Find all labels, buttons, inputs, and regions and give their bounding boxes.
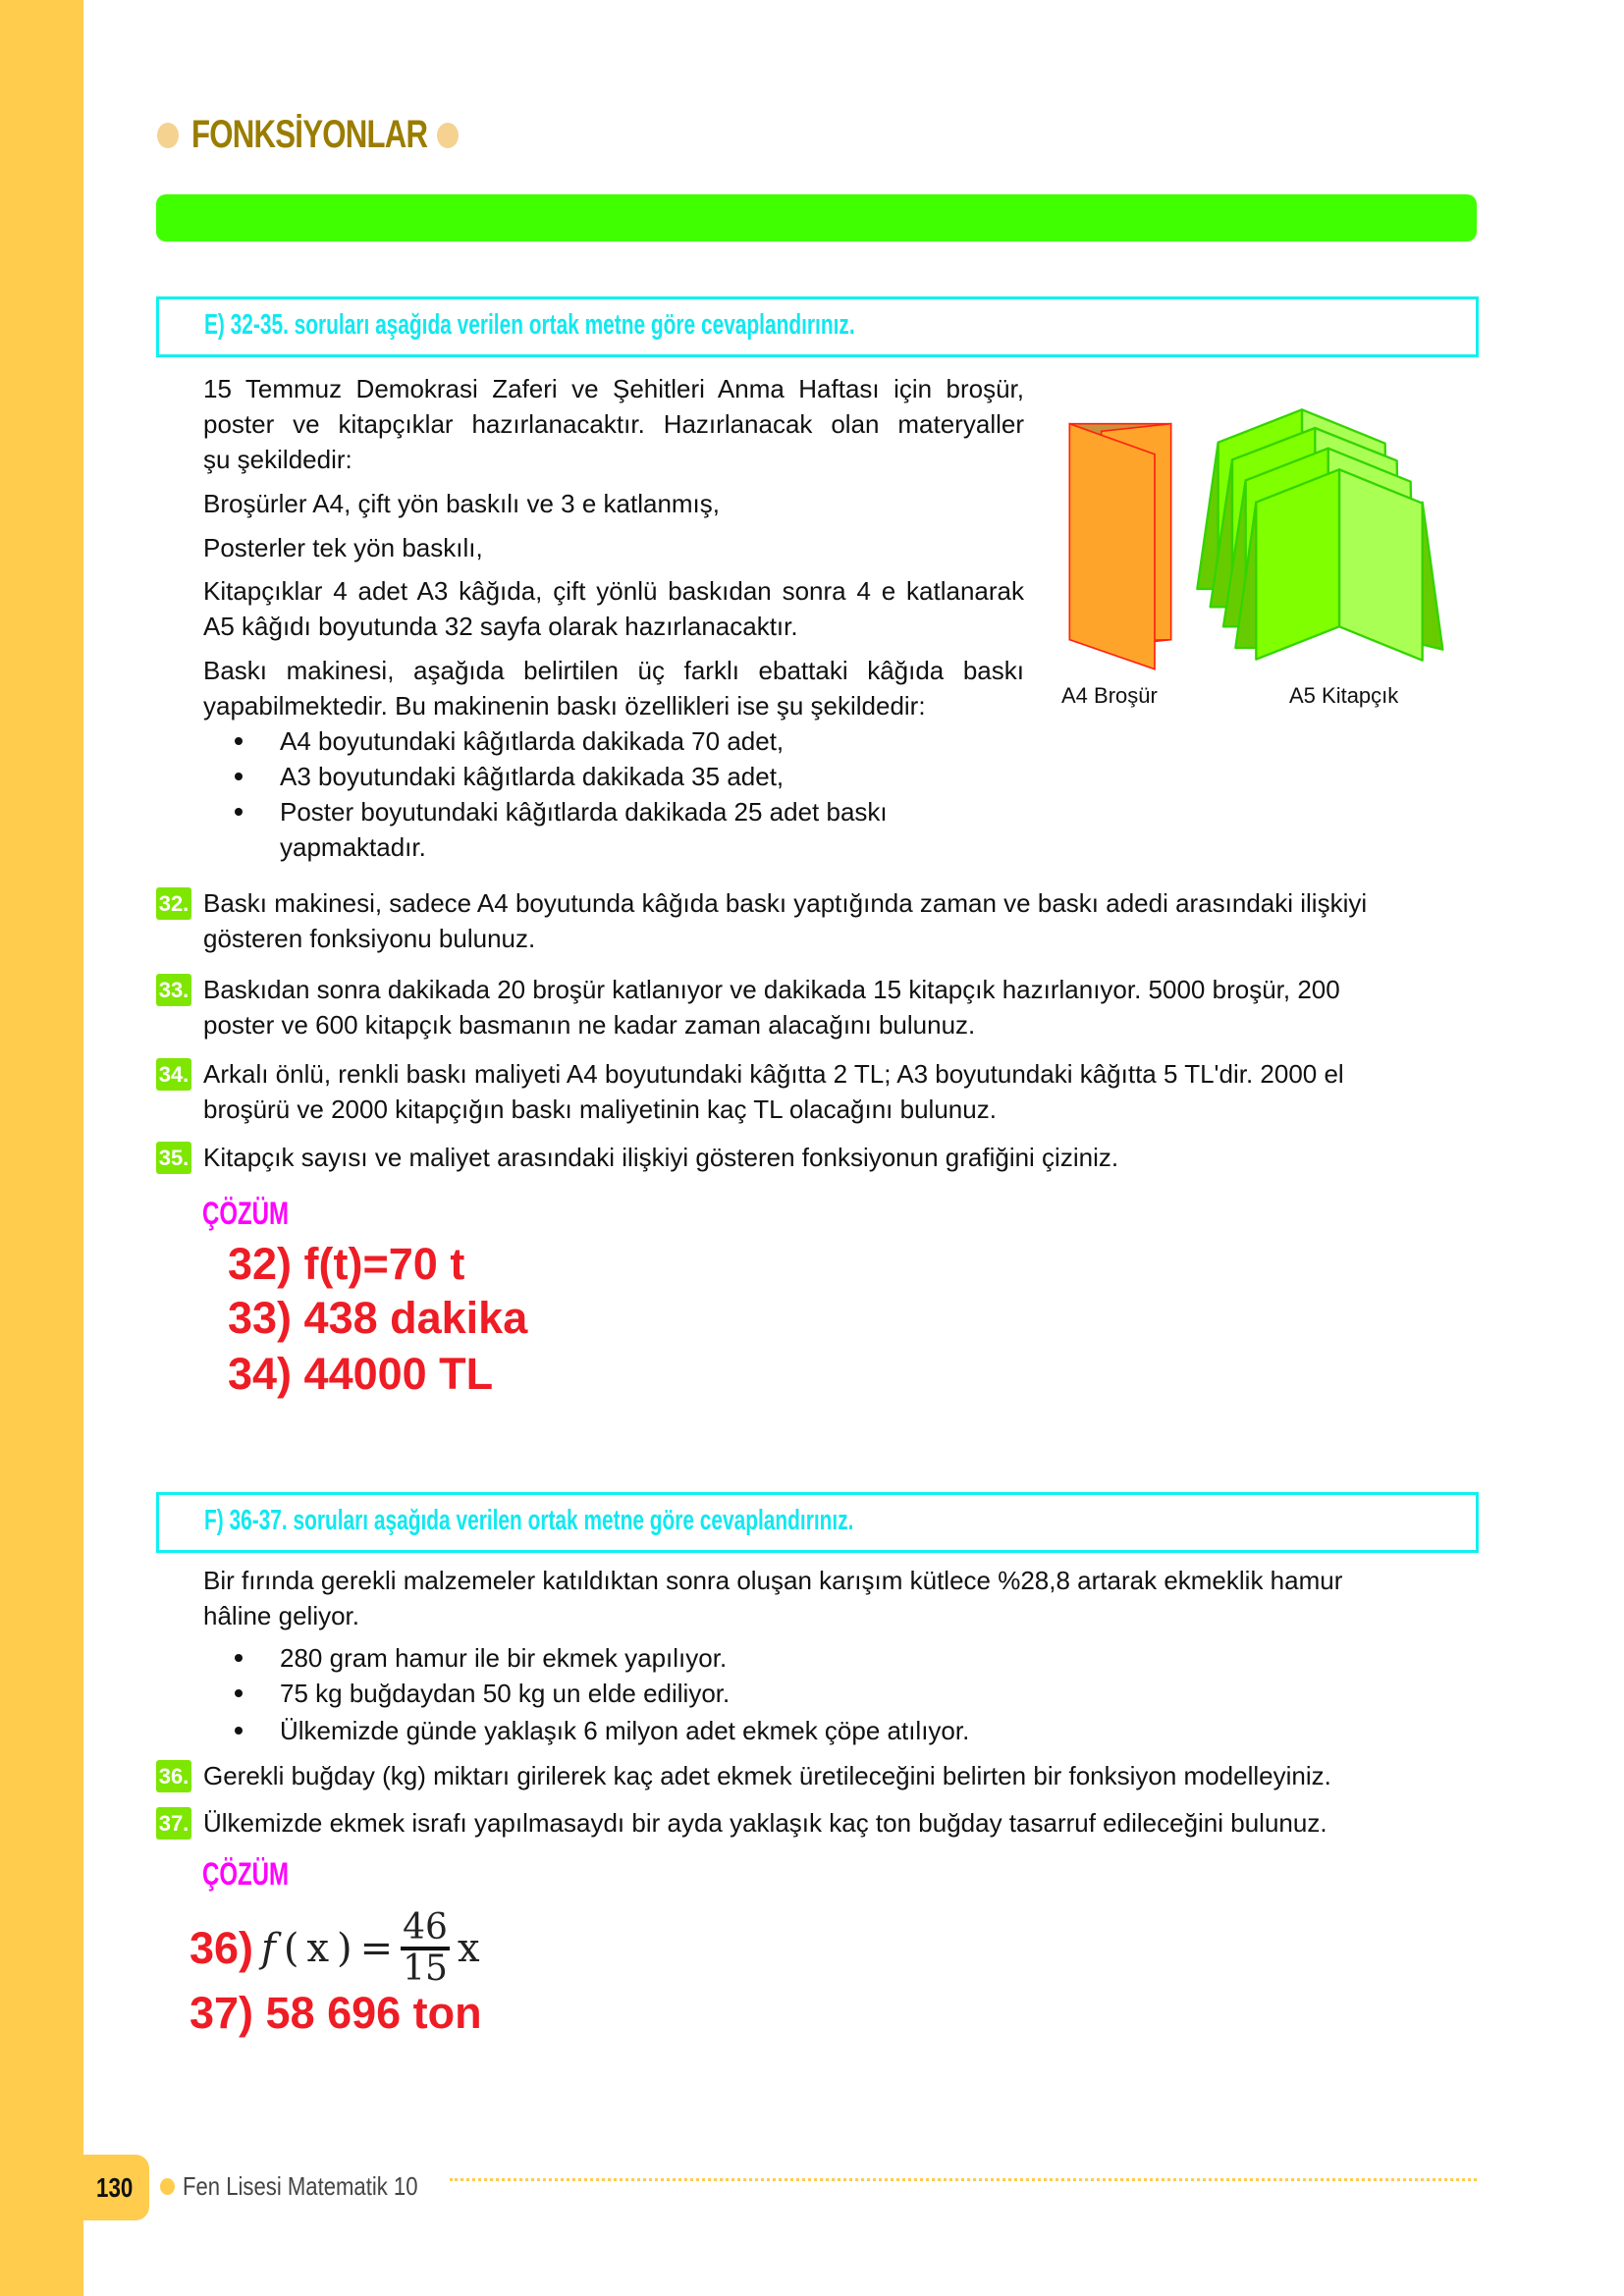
question-text: Arkalı önlü, renkli baskı maliyeti A4 boyutundaki kâğıtta 2 TL; A3 boyutundaki kâğıtta 5 TL'dir. 2000 el <box>203 1059 1344 1089</box>
bullet-icon <box>235 1689 243 1697</box>
answer-37: 37) 58 696 ton <box>189 1988 482 2038</box>
question-number-badge: 33. <box>156 974 191 1006</box>
answer-33: 33) 438 dakika <box>228 1293 528 1343</box>
intro-line: Bir fırında gerekli malzemeler katıldıktan sonra oluşan karışım kütlece %28,8 artarak ekmeklik hamur <box>203 1566 1343 1595</box>
question-text: Gerekli buğday (kg) miktarı girilerek kaç adet ekmek üretileceğini belirten bir fonksiyon modelleyiniz. <box>203 1761 1331 1790</box>
poster-line: Posterler tek yön baskılı, <box>203 533 483 562</box>
fraction-denominator: 15 <box>403 1949 448 1989</box>
bullet-icon <box>235 1727 243 1735</box>
intro-line: hâline geliyor. <box>203 1601 359 1630</box>
makine-line: Baskı makinesi, aşağıda belirtilen üç farklı ebattaki kâğıda baskı <box>203 656 1024 685</box>
question-number-badge: 37. <box>156 1807 191 1840</box>
answer-36-suffix: x <box>457 1926 480 1971</box>
solution-label: ÇÖZÜM <box>202 1196 289 1231</box>
makine-line: yapabilmektedir. Bu makinenin baskı özellikleri ise şu şekildedir: <box>203 691 926 721</box>
bullet-text: A3 boyutundaki kâğıtlarda dakikada 35 adet, <box>280 762 785 791</box>
question-text: Baskıdan sonra dakikada 20 broşür katlanıyor ve dakikada 15 kitapçık hazırlanıyor. 5000 broşür, 200 <box>203 975 1340 1004</box>
brosur-line: Broşürler A4, çift yön baskılı ve 3 e katlanmış, <box>203 489 721 518</box>
answer-36: 36) f ( x ) = $\frac{46}{15}$ x <box>189 1907 480 1989</box>
paper-fold-figure <box>1051 393 1483 717</box>
answer-36-var: x <box>306 1926 330 1971</box>
bullet-text: 280 gram hamur ile bir ekmek yapılıyor. <box>280 1643 728 1673</box>
question-text: poster ve 600 kitapçık basmanın ne kadar zaman alacağını bulunuz. <box>203 1010 976 1040</box>
bullet-text: yapmaktadır. <box>280 832 426 862</box>
book-title: Fen Lisesi Matematik 10 <box>183 2171 418 2201</box>
question-number-badge: 36. <box>156 1760 191 1792</box>
bullet-text: 75 kg buğdaydan 50 kg un elde ediliyor. <box>280 1679 731 1708</box>
bullet-text: A4 boyutundaki kâğıtlarda dakikada 70 adet, <box>280 726 785 756</box>
intro-line: poster ve kitapçıklar hazırlanacaktır. Hazırlanacak olan materyaller <box>203 409 1024 439</box>
question-text: Kitapçık sayısı ve maliyet arasındaki ilişkiyi gösteren fonksiyonun grafiğini çiziniz. <box>203 1143 1119 1172</box>
answer-32: 32) f(t)=70 t <box>228 1239 465 1289</box>
page-sidebar-strip <box>0 0 83 2296</box>
a4-brochure-illustration <box>1069 424 1170 669</box>
bullet-icon <box>235 1654 243 1662</box>
question-number-badge: 34. <box>156 1058 191 1091</box>
instruction-text: F) 36-37. soruları aşağıda verilen ortak metne göre cevaplandırınız. <box>204 1505 854 1536</box>
bullet-text: Ülkemizde günde yaklaşık 6 milyon adet ekmek çöpe atılıyor. <box>280 1716 970 1745</box>
figure-label-a5: A5 Kitapçık <box>1289 683 1399 708</box>
footer-bullet-icon <box>160 2178 175 2195</box>
intro-line: şu şekildedir: <box>203 445 352 474</box>
instruction-box-e <box>156 296 1479 357</box>
question-number-badge: 35. <box>156 1142 191 1174</box>
bullet-icon <box>235 773 243 780</box>
answer-36-fraction <box>401 1909 450 1988</box>
section-banner <box>156 194 1477 241</box>
figure-label-a4: A4 Broşür <box>1061 683 1158 708</box>
kitapcik-line: A5 kâğıdı boyutunda 32 sayfa olarak hazırlanacaktır. <box>203 612 798 641</box>
answer-34: 34) 44000 TL <box>228 1349 494 1399</box>
title-bullet-right-icon <box>437 123 459 148</box>
answer-36-func: f <box>261 1926 276 1971</box>
intro-line: 15 Temmuz Demokrasi Zaferi ve Şehitleri Anma Haftası için broşür, <box>203 374 1024 403</box>
instruction-box-f <box>156 1492 1479 1553</box>
bullet-text: Poster boyutundaki kâğıtlarda dakikada 25 adet baskı <box>280 797 888 827</box>
fraction-numerator: 46 <box>401 1909 450 1950</box>
question-text: Baskı makinesi, sadece A4 boyutunda kâğıda baskı yaptığında zaman ve baskı adedi arasındaki ilişkiyi <box>203 888 1368 918</box>
kitapcik-line: Kitapçıklar 4 adet A3 kâğıda, çift yönlü baskıdan sonra 4 e katlanarak <box>203 576 1024 606</box>
answer-36-prefix: 36) <box>189 1923 254 1973</box>
title-bullet-left-icon <box>157 123 179 148</box>
question-text: gösteren fonksiyonu bulunuz. <box>203 924 536 953</box>
footer-dotted-rule <box>450 2178 1477 2181</box>
instruction-text: E) 32-35. soruları aşağıda verilen ortak metne göre cevaplandırınız. <box>204 309 855 341</box>
question-number-badge: 32. <box>156 887 191 920</box>
a5-booklet-illustration <box>1197 409 1442 660</box>
solution-label: ÇÖZÜM <box>202 1856 289 1892</box>
question-text: Ülkemizde ekmek israfı yapılmasaydı bir ayda yaklaşık kaç ton buğday tasarruf edileceğini bulunuz. <box>203 1808 1327 1838</box>
chapter-title: FONKSİYONLAR <box>191 113 428 156</box>
page-number: 130 <box>96 2172 134 2203</box>
bullet-icon <box>235 808 243 816</box>
question-text: broşürü ve 2000 kitapçığın baskı maliyetinin kaç TL olacağını bulunuz. <box>203 1095 997 1124</box>
bullet-icon <box>235 737 243 745</box>
